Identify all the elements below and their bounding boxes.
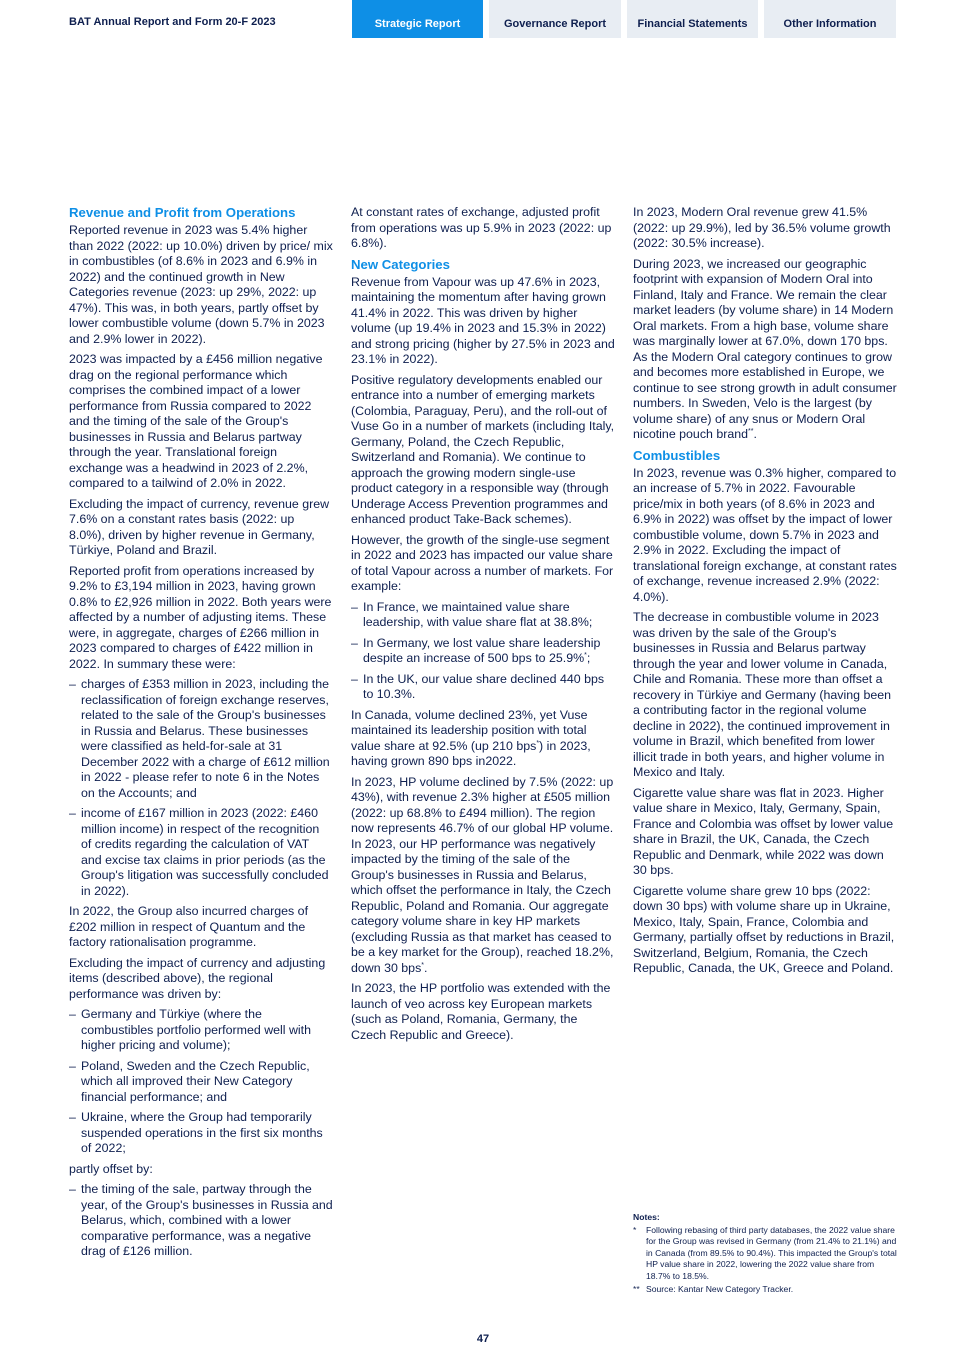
paragraph-text: . xyxy=(753,427,757,441)
list-item: – In the UK, our value share declined 440 bps to 10.3%. xyxy=(351,672,615,703)
footnote-marker: ** xyxy=(748,427,754,435)
column-left xyxy=(69,205,333,1265)
list-item: – income of £167 million in 2023 (2022: £460 million income) in respect of the recognition of credits regarding the calculation of VAT and excise tax claims in prior periods (as the Group's litigation was successfully concluded in 2022). xyxy=(69,806,333,899)
footnote-item xyxy=(633,1284,897,1296)
paragraph-text: During 2023, we increased our geographic footprint with expansion of Modern Oral into Finland, Italy and France. We remain the clear market leaders (by volume share) in 14 Modern Oral markets. From a high base, volume share was marginally lower at 67.0%, down 170 bps. As the Modern Oral category continues to grow and becomes more established in Europe, we continue to see strong growth in adult consumer numbers. In Sweden, Velo is the largest (by volume share) of any snus or Modern Oral nicotine pouch brand xyxy=(633,256,897,441)
paragraph: In 2023, Modern Oral revenue grew 41.5% (2022: up 29.9%), led by 36.5% volume growth (2022: 30.5% increase). xyxy=(633,205,891,250)
footnote-text: Source: Kantar New Category Tracker. xyxy=(646,1284,794,1294)
paragraph xyxy=(633,257,897,443)
paragraph: Cigarette volume share grew 10 bps (2022: down 30 bps) with volume share up in Ukraine, Mexico, Italy, Spain, France, Colombia and Germany, partially offset by reductions in Brazil, Switzerland, Belgium, Romania, the Czech Republic, Canada, the UK, Greece and Poland. xyxy=(633,883,895,975)
paragraph xyxy=(351,775,615,977)
footnote-mark: * xyxy=(633,1224,637,1235)
paragraph: Revenue from Vapour was up 47.6% in 2023, maintaining the momentum after having grown 41.4% in 2022. This was driven by higher volume (up 19.4% in 2023 and 15.3% in 2022) and strong pricing (higher by 27.5% in 2023 and 23.1% in 2022). xyxy=(351,274,615,366)
notes-title: Notes: xyxy=(633,1212,660,1222)
paragraph: In 2023, the HP portfolio was extended with the launch of veo across key European markets (such as Poland, Romania, Germany, the Czech Republic and Greece). xyxy=(351,981,611,1042)
paragraph: In 2023, revenue was 0.3% higher, compared to an increase of 5.7% in 2022. Favourable price/mix in both years (of 8.6% in 2023 and 6.9% in 2022) was offset by the impact of lower combustible volume, down 5.7% in 2023 and 2.9% in 2022. Excluding the impact of translational foreign exchange, at constant rates of exchange, revenue increased 2.9% (2022: 4.0%). xyxy=(633,465,897,604)
list-item-end: ; xyxy=(586,651,591,665)
footnotes xyxy=(633,1212,897,1298)
list-item-text: In Germany, we lost value share leadership despite an increase of 500 bps to 25.9% xyxy=(363,635,601,665)
paragraph: In 2022, the Group also incurred charges of £202 million in respect of Quantum and the factory rationalisation programme. xyxy=(69,904,309,949)
paragraph-text: ) in 2023, having grown 890 bps in2022. xyxy=(351,738,591,768)
paragraph-text: In Canada, volume declined 23%, yet Vuse maintained its leadership position with total value share at 92.5% (up 210 bps xyxy=(351,707,588,753)
bullet-list xyxy=(69,1182,333,1260)
report-title: BAT Annual Report and Form 20-F 2023 xyxy=(69,16,276,28)
paragraph: The decrease in combustible volume in 2023 was driven by the sale of the Group's businesses in Russia and Belarus partway through the year and lower volume in Canada, Chile and Romania. These more than offset a recovery in Türkiye and Germany (having been a contributing factor in the regional volume decline in 2022), the continued improvement in volume in Brazil, which benefited from lower illicit trade in both years, and higher volume in Mexico and Italy. xyxy=(633,610,892,779)
column-right xyxy=(633,205,897,982)
footnote-item xyxy=(633,1225,897,1283)
section-heading-new-categories: New Categories xyxy=(351,256,450,272)
tab-other-information[interactable]: Other Information xyxy=(764,0,896,38)
paragraph-text: In 2023, HP volume declined by 7.5% (2022: up 43%), with revenue 2.3% higher at £505 million (2022: up 68.8% to £494 million). The region now represents 46.7% of our global HP volume. In 2023, our HP performance was negatively impacted by the timing of the sale of the Group's businesses in Russia and Belarus, which offset the performance in Italy, the Czech Republic, Poland and Romania. Our aggregate category volume share in key HP markets (excluding Russia as that market has ceased to be a key market for the Group), reached 18.2%, down 30 bps xyxy=(351,774,614,975)
section-heading-revenue: Revenue and Profit from Operations xyxy=(69,205,296,220)
tab-strategic-report[interactable]: Strategic Report xyxy=(352,0,483,38)
list-item: – Ukraine, where the Group had temporarily suspended operations in the first six months of 2022; xyxy=(69,1110,333,1157)
list-item: – In France, we maintained value share leadership, with value share flat at 38.8%; xyxy=(351,600,615,631)
tab-governance-report[interactable]: Governance Report xyxy=(489,0,621,38)
paragraph: Reported profit from operations increased by 9.2% to £3,194 million in 2023, having grown 0.8% to £2,926 million in 2022. Both years were affected by a number of adjusting items. These were, in aggregate, charges of £266 million in 2023 compared to charges of £422 million in 2022. In summary these were: xyxy=(69,563,332,671)
list-item: – Germany and Türkiye (where the combustibles portfolio performed well with higher pricing and volume); xyxy=(69,1007,333,1054)
footnote-mark: ** xyxy=(633,1284,640,1294)
list-item: – Poland, Sweden and the Czech Republic, which all improved their New Category financial performance; and xyxy=(69,1059,333,1106)
paragraph xyxy=(351,708,615,770)
paragraph: Cigarette value share was flat in 2023. Higher value share in Mexico, Italy, Germany, Spain, France and Colombia was offset by lower value share in Brazil, the UK, Canada, the Czech Republic and Denmark, while 2022 was down 30 bps. xyxy=(633,785,894,877)
paragraph-text: . xyxy=(424,960,428,975)
paragraph: However, the growth of the single-use segment in 2022 and 2023 has impacted our value share of total Vapour across a number of markets. For example: xyxy=(351,532,614,593)
paragraph: partly offset by: xyxy=(69,1161,153,1176)
list-item: – the timing of the sale, partway through the year, of the Group's businesses in Russia and Belarus, which, combined with a lower comparative performance, was a negative drag of £126 million. xyxy=(69,1182,333,1260)
paragraph: Positive regulatory developments enabled our entrance into a number of emerging markets (Colombia, Paraguay, Peru), and the roll-out of Vuse Go in a number of markets (including Italy, Germany, Poland, the Czech Republic, Switzerland and Romania). We continue to approach the growing modern single-use product category in a responsible way (through Underage Access Prevention programmes and enhanced product Take-Back schemes). xyxy=(351,372,615,526)
footnote-marker: * xyxy=(421,961,425,969)
list-item: – charges of £353 million in 2023, including the reclassification of foreign exchange reserves, related to the sale of the Group's businesses in Russia and Belarus. These businesses were classified as held-for-sale at 31 December 2022 with a charge of £612 million in 2022 - please refer to note 6 in the Notes on the Accounts; and xyxy=(69,677,333,801)
bullet-list xyxy=(69,677,333,899)
bullet-list xyxy=(69,1007,333,1157)
paragraph: At constant rates of exchange, adjusted profit from operations was up 5.9% in 2023 (2022: up 6.8%). xyxy=(351,205,612,250)
footnote-marker: * xyxy=(584,651,587,659)
paragraph: 2023 was impacted by a £456 million negative drag on the regional performance which comprises the combined impact of a lower performance from Russia compared to 2022 and the timing of the sale of the Group's businesses in Russia and Belarus partway through the year. Translational foreign exchange was a headwind in 2023 of 2.2%, compared to a tailwind of 2.0% in 2022. xyxy=(69,352,323,490)
tab-financial-statements[interactable]: Financial Statements xyxy=(627,0,758,38)
bullet-list xyxy=(351,600,615,703)
section-heading-combustibles: Combustibles xyxy=(633,447,721,463)
footnote-text: Following rebasing of third party databases, the 2022 value share for the Group was revised in Germany (from 21.4% to 21.1%) and in Canada (from 89.5% to 90.4%). This impacted the Group's total HP value share in 2022, lowering the 2022 value share from 18.7% to 18.5%. xyxy=(646,1224,897,1281)
paragraph: Excluding the impact of currency, revenue grew 7.6% on a constant rates basis (2022: up 8.0%), driven by higher revenue in Germany, Türkiye, Poland and Brazil. xyxy=(69,496,330,557)
top-navigation xyxy=(0,0,966,38)
footnote-marker: * xyxy=(536,739,540,747)
list-item xyxy=(351,636,615,667)
page-number: 47 xyxy=(476,1333,490,1345)
paragraph: Reported revenue in 2023 was 5.4% higher than 2022 (2022: up 10.0%) driven by price/ mix in combustibles (of 8.6% in 2023 and 6.9% in 2022) and the continued growth in New Categories revenue (2023: up 29%, 2022: up 47%). This was, in both years, partly offset by lower combustible volume (down 5.7% in 2023 and 2.9% lower in 2022). xyxy=(69,223,333,346)
column-middle xyxy=(351,205,615,1048)
paragraph: Excluding the impact of currency and adjusting items (described above), the regional performance was driven by: xyxy=(69,955,326,1001)
